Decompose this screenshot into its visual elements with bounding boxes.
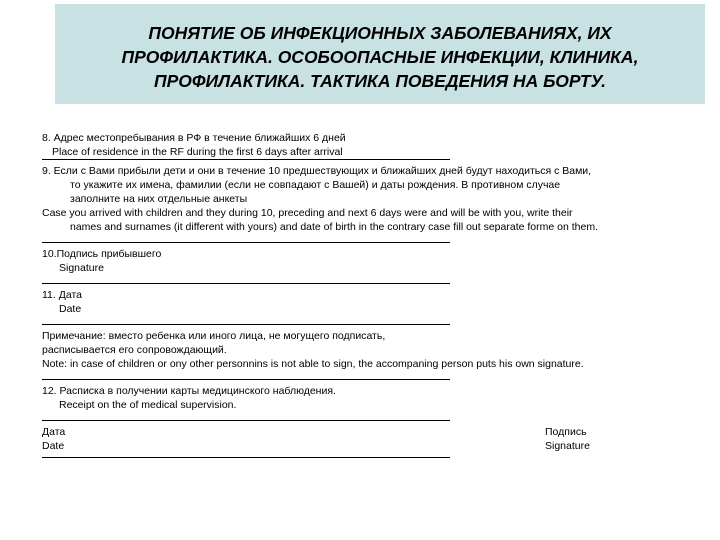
item12-label-ru: 12. Расписка в получении карты медицинского наблюдения. xyxy=(42,385,336,397)
note-label-en: Note: in case of children or ony other personnins is not able to sign, the accompaning person puts his own signature. xyxy=(42,358,584,370)
footer-date-block xyxy=(42,425,712,453)
footer-answer-line[interactable] xyxy=(42,457,450,458)
item9-label-ru-2: то укажите их имена, фамилии (если не совпадают с Вашей) и даты рождения. В противном случае xyxy=(70,179,561,191)
item11-label-ru: 11. Дата xyxy=(42,289,82,301)
note-label-ru-2: расписывается его сопровождающий. xyxy=(42,344,227,356)
footer-date-en: Date xyxy=(42,440,65,452)
item9-label-en-2: names and surnames (it different with yours) and date of birth in the contrary case fill out separate forme on them. xyxy=(70,221,598,233)
form-document xyxy=(42,131,712,458)
item9-label-ru-3: заполните на них отдельные анкеты xyxy=(70,193,248,205)
slide-title-box xyxy=(55,4,705,104)
footer-signature-en: Signature xyxy=(545,440,590,452)
item9-label-en-1: Case you arrived with children and they during 10, preceding and next 6 days were and will be with you, write their xyxy=(42,207,573,219)
footer-date-ru: Дата xyxy=(42,426,66,438)
item8-label-ru: 8. Адрес местопребывания в РФ в течение ближайших 6 дней xyxy=(42,132,346,144)
footer-date-signature-row xyxy=(42,425,712,453)
item10-label-en: Signature xyxy=(59,262,104,274)
slide-title-line-2: ПРОФИЛАКТИКА. ОСОБООПАСНЫЕ ИНФЕКЦИИ, КЛИНИКА, xyxy=(121,47,639,67)
footer-signature-ru: Подпись xyxy=(545,426,587,438)
slide-title-line-3: ПРОФИЛАКТИКА. ТАКТИКА ПОВЕДЕНИЯ НА БОРТУ. xyxy=(154,71,606,91)
item11-label-en: Date xyxy=(59,303,82,315)
slide-title-line-1: ПОНЯТИЕ ОБ ИНФЕКЦИОННЫХ ЗАБОЛЕВАНИЯХ, ИХ xyxy=(148,23,612,43)
item9-label-ru-1: 9. Если с Вами прибыли дети и они в течение 10 предшествующих и ближайших дней будут находиться с Вами, xyxy=(42,165,592,177)
item8-label-en: Place of residence in the RF during the first 6 days after arrival xyxy=(52,146,343,158)
note-label-ru-1: Примечание: вместо ребенка или иного лица, не могущего подписать, xyxy=(42,330,386,342)
item10-label-ru: 10.Подпись прибывшего xyxy=(42,248,162,260)
footer-signature-block xyxy=(545,425,590,453)
item12-label-en: Receipt on the of medical supervision. xyxy=(59,399,237,411)
